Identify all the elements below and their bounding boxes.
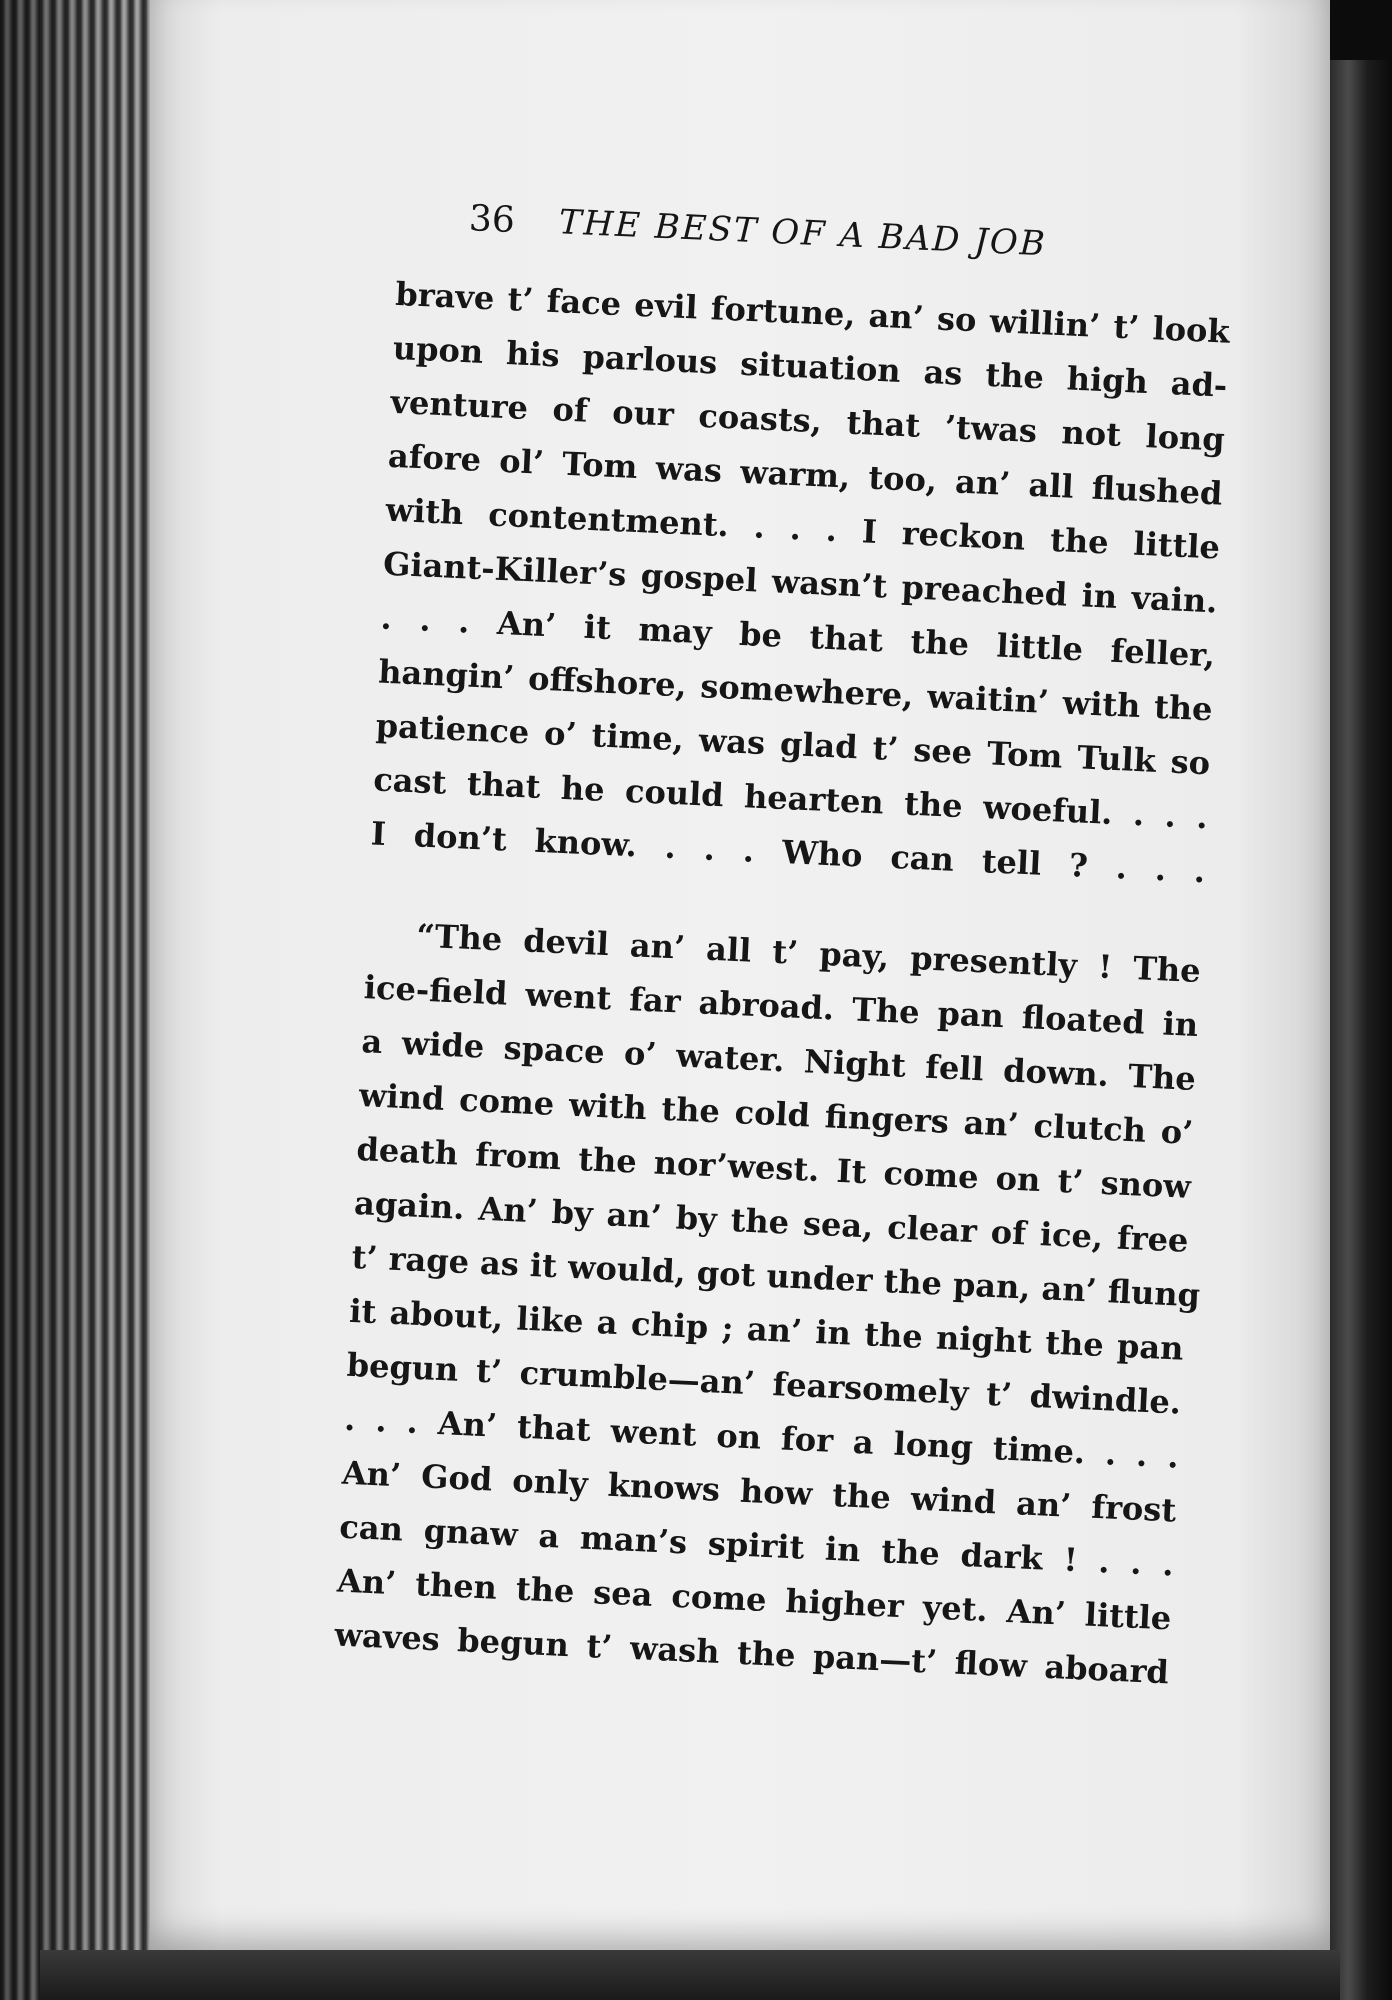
text-line: death from the nor’west. It come on t’ snow — [355, 1130, 1192, 1206]
text-line: again. An’ by an’ by the sea, clear of ice, free — [353, 1183, 1190, 1260]
page-edges-shadow — [0, 0, 175, 2000]
text-line: venture of our coasts, that ’twas not long — [389, 382, 1226, 459]
text-line: can gnaw a man’s spirit in the dark ! . . . — [338, 1507, 1175, 1584]
text-line: Giant-Killer’s gospel wasn’t preached in vain. — [382, 544, 1219, 621]
running-title: THE BEST OF A BAD JOB — [558, 202, 1048, 265]
page-text-block — [333, 195, 1234, 1699]
text-line: . . . An’ it may be that the little feller, — [379, 598, 1216, 675]
text-line: begun t’ crumble—an’ fearsomely t’ dwindle. — [346, 1345, 1182, 1422]
paragraph-2 — [333, 906, 1201, 1699]
text-line: cast that he could hearten the woeful. . . . — [372, 760, 1209, 837]
text-line: “The devil an’ all t’ pay, presently ! The — [415, 916, 1202, 991]
text-line: An’ God only knows how the wind an’ frost — [341, 1453, 1177, 1530]
page-bottom-shadow — [40, 1950, 1340, 2000]
text-line: afore ol’ Tom was warm, too, an’ all flushed — [387, 436, 1224, 513]
text-line: with contentment. . . . I reckon the little — [384, 490, 1221, 567]
text-line: hangin’ offshore, somewhere, waitin’ with the — [377, 652, 1214, 729]
text-line: patience o’ time, was glad t’ see Tom Tulk so — [375, 706, 1211, 783]
page-number: 36 — [468, 198, 516, 242]
paragraph-1 — [370, 267, 1231, 898]
text-line: An’ then the sea come higher yet. An’ little — [336, 1561, 1173, 1638]
text-line: brave t’ face evil fortune, an’ so willin’ t’ look — [394, 274, 1231, 351]
text-line: a wide space o’ water. Night fell down. The — [360, 1022, 1197, 1098]
text-line: t’ rage as it would, got under the pan, an’ flung — [350, 1237, 1201, 1315]
text-line: waves begun t’ wash the pan—t’ flow aboard — [333, 1615, 1170, 1692]
text-line: it about, like a chip ; an’ in the night the pan — [348, 1291, 1185, 1368]
text-line: wind come with the cold fingers an’ clutch o’ — [358, 1076, 1195, 1152]
text-line: upon his parlous situation as the high ad- — [392, 328, 1229, 405]
book-binding — [1330, 60, 1392, 2000]
text-line: ice-field went far abroad. The pan floated in — [363, 968, 1200, 1045]
text-line: I don’t know. . . . Who can tell ? . . . — [370, 814, 1207, 891]
text-line: . . . An’ that went on for a long time. . . . — [343, 1399, 1180, 1476]
